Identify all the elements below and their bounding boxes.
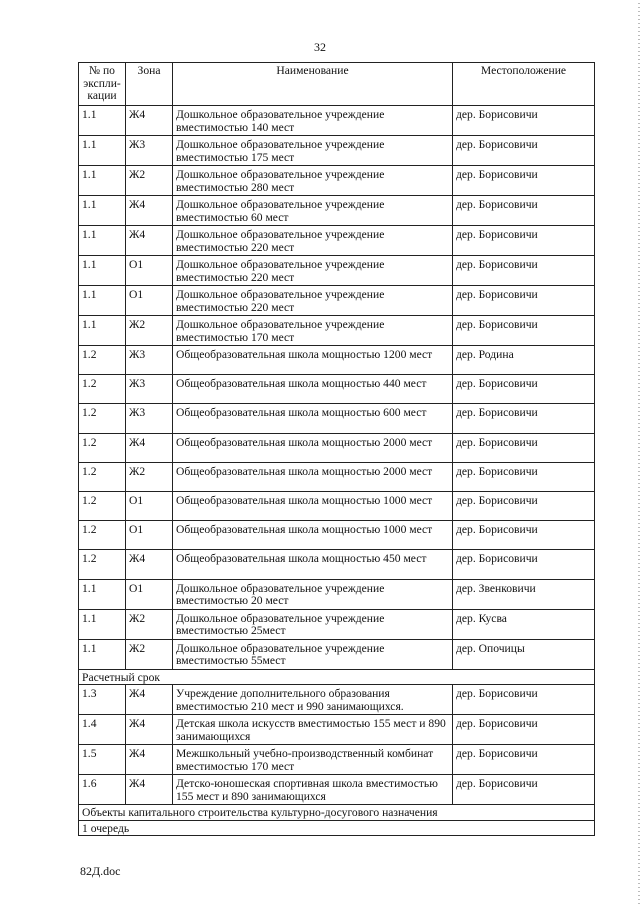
cell-zone: Ж4 — [126, 106, 173, 136]
table-row — [79, 404, 595, 433]
cell-zone: Ж4 — [126, 745, 173, 775]
cell-number: 1.2 — [79, 550, 126, 579]
table-row — [79, 346, 595, 375]
cell-location: дер. Борисовичи — [453, 433, 595, 462]
cell-zone: Ж4 — [126, 715, 173, 745]
cell-name: Дошкольное образовательное учреждение вместимостью 20 мест — [173, 579, 453, 609]
cell-zone: О1 — [126, 521, 173, 550]
cell-name: Общеобразовательная школа мощностью 2000 мест — [173, 433, 453, 462]
cell-number: 1.3 — [79, 685, 126, 715]
cell-number: 1.1 — [79, 286, 126, 316]
cell-name: Общеобразовательная школа мощностью 1000 мест — [173, 521, 453, 550]
cell-location: дер. Борисовичи — [453, 521, 595, 550]
cell-name: Дошкольное образовательное учреждение вместимостью 60 мест — [173, 196, 453, 226]
table-row — [79, 521, 595, 550]
cell-zone: Ж4 — [126, 433, 173, 462]
cell-number: 1.1 — [79, 196, 126, 226]
cell-number: 1.1 — [79, 639, 126, 669]
cell-location: дер. Борисовичи — [453, 316, 595, 346]
cell-zone: Ж3 — [126, 404, 173, 433]
cell-zone: Ж3 — [126, 346, 173, 375]
section-stage — [79, 820, 595, 836]
table-row — [79, 745, 595, 775]
table-row — [79, 196, 595, 226]
table-row — [79, 609, 595, 639]
cell-zone: Ж2 — [126, 316, 173, 346]
cell-name: Дошкольное образовательное учреждение вместимостью 25мест — [173, 609, 453, 639]
footer-filename: 82Д.doc — [80, 864, 121, 878]
cell-number: 1.1 — [79, 316, 126, 346]
cell-number: 1.6 — [79, 775, 126, 805]
cell-zone: О1 — [126, 286, 173, 316]
cell-number: 1.1 — [79, 166, 126, 196]
table-body — [79, 106, 595, 836]
cell-name: Дошкольное образовательное учреждение вместимостью 220 мест — [173, 226, 453, 256]
cell-zone: Ж2 — [126, 609, 173, 639]
table-row — [79, 579, 595, 609]
cell-location: дер. Борисовичи — [453, 462, 595, 491]
cell-zone: Ж4 — [126, 685, 173, 715]
cell-number: 1.1 — [79, 226, 126, 256]
table-row — [79, 286, 595, 316]
cell-location: дер. Опочицы — [453, 639, 595, 669]
cell-name: Дошкольное образовательное учреждение вместимостью 220 мест — [173, 286, 453, 316]
cell-location: дер. Борисовичи — [453, 375, 595, 404]
table-row — [79, 639, 595, 669]
cell-name: Общеобразовательная школа мощностью 1200 мест — [173, 346, 453, 375]
section-estimated-label: Расчетный срок — [79, 669, 595, 685]
header-name: Наименование — [173, 63, 453, 106]
table-header-row — [79, 63, 595, 106]
cell-name: Дошкольное образовательное учреждение вместимостью 55мест — [173, 639, 453, 669]
cell-location: дер. Борисовичи — [453, 685, 595, 715]
table-row — [79, 256, 595, 286]
cell-location: дер. Борисовичи — [453, 166, 595, 196]
explication-table — [78, 62, 595, 836]
table-row — [79, 715, 595, 745]
cell-zone: О1 — [126, 256, 173, 286]
cell-name: Дошкольное образовательное учреждение вместимостью 175 мест — [173, 136, 453, 166]
cell-location: дер. Борисовичи — [453, 106, 595, 136]
cell-name: Учреждение дополнительного образования вместимостью 210 мест и 990 занимающихся. — [173, 685, 453, 715]
cell-number: 1.5 — [79, 745, 126, 775]
cell-name: Дошкольное образовательное учреждение вместимостью 280 мест — [173, 166, 453, 196]
table-row — [79, 462, 595, 491]
table-row — [79, 166, 595, 196]
cell-number: 1.2 — [79, 433, 126, 462]
cell-number: 1.2 — [79, 346, 126, 375]
cell-name: Детско-юношеская спортивная школа вместимостью 155 мест и 890 занимающихся — [173, 775, 453, 805]
cell-number: 1.1 — [79, 136, 126, 166]
section-culture — [79, 805, 595, 821]
cell-name: Общеобразовательная школа мощностью 450 мест — [173, 550, 453, 579]
cell-zone: Ж4 — [126, 226, 173, 256]
cell-name: Общеобразовательная школа мощностью 440 мест — [173, 375, 453, 404]
table-row — [79, 550, 595, 579]
cell-number: 1.1 — [79, 106, 126, 136]
cell-name: Детская школа искусств вместимостью 155 мест и 890 занимающихся — [173, 715, 453, 745]
cell-number: 1.2 — [79, 375, 126, 404]
cell-zone: Ж4 — [126, 775, 173, 805]
section-culture-label: Объекты капитального строительства культурно-досугового назначения — [79, 805, 595, 821]
cell-number: 1.2 — [79, 491, 126, 520]
cell-number: 1.4 — [79, 715, 126, 745]
header-number: № по экспли-кации — [79, 63, 126, 106]
cell-zone: Ж3 — [126, 375, 173, 404]
cell-location: дер. Родина — [453, 346, 595, 375]
cell-number: 1.1 — [79, 256, 126, 286]
cell-number: 1.2 — [79, 462, 126, 491]
cell-zone: Ж4 — [126, 550, 173, 579]
cell-location: дер. Борисовичи — [453, 550, 595, 579]
section-estimated — [79, 669, 595, 685]
cell-zone: Ж2 — [126, 639, 173, 669]
cell-location: дер. Борисовичи — [453, 404, 595, 433]
cell-name: Общеобразовательная школа мощностью 2000 мест — [173, 462, 453, 491]
cell-name: Дошкольное образовательное учреждение вместимостью 140 мест — [173, 106, 453, 136]
cell-number: 1.1 — [79, 579, 126, 609]
cell-number: 1.2 — [79, 404, 126, 433]
page-number: 32 — [314, 40, 326, 54]
cell-location: дер. Борисовичи — [453, 226, 595, 256]
header-location: Местоположение — [453, 63, 595, 106]
cell-location: дер. Борисовичи — [453, 256, 595, 286]
cell-name: Общеобразовательная школа мощностью 600 мест — [173, 404, 453, 433]
cell-location: дер. Борисовичи — [453, 745, 595, 775]
section-stage-label: 1 очередь — [79, 820, 595, 836]
cell-location: дер. Борисовичи — [453, 136, 595, 166]
cell-name: Межшкольный учебно-производственный комбинат вместимостью 170 мест — [173, 745, 453, 775]
cell-location: дер. Борисовичи — [453, 491, 595, 520]
cell-zone: О1 — [126, 491, 173, 520]
cell-location: дер. Борисовичи — [453, 196, 595, 226]
table-row — [79, 775, 595, 805]
table-row — [79, 136, 595, 166]
table-row — [79, 433, 595, 462]
cell-zone: Ж2 — [126, 166, 173, 196]
cell-location: дер. Кусва — [453, 609, 595, 639]
cell-zone: О1 — [126, 579, 173, 609]
cell-name: Дошкольное образовательное учреждение вместимостью 220 мест — [173, 256, 453, 286]
cell-zone: Ж4 — [126, 196, 173, 226]
cell-location: дер. Звенковичи — [453, 579, 595, 609]
cell-zone: Ж3 — [126, 136, 173, 166]
cell-location: дер. Борисовичи — [453, 715, 595, 745]
table-row — [79, 375, 595, 404]
header-zone: Зона — [126, 63, 173, 106]
table-row — [79, 685, 595, 715]
table-row — [79, 226, 595, 256]
cell-location: дер. Борисовичи — [453, 286, 595, 316]
cell-name: Общеобразовательная школа мощностью 1000 мест — [173, 491, 453, 520]
table-row — [79, 106, 595, 136]
table-row — [79, 491, 595, 520]
cell-zone: Ж2 — [126, 462, 173, 491]
cell-number: 1.2 — [79, 521, 126, 550]
cell-name: Дошкольное образовательное учреждение вместимостью 170 мест — [173, 316, 453, 346]
table-row — [79, 316, 595, 346]
cell-number: 1.1 — [79, 609, 126, 639]
cell-location: дер. Борисовичи — [453, 775, 595, 805]
